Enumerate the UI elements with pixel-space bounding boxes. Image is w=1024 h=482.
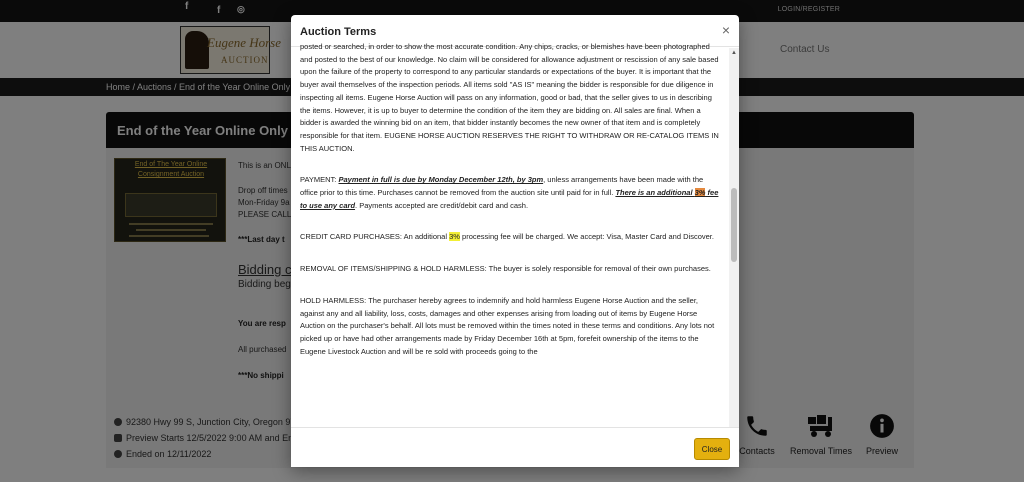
modal-footer xyxy=(291,427,739,467)
payment-prefix: PAYMENT: xyxy=(300,175,339,185)
terms-paragraph-condition: posted or searched, in order to show the most accurate condition. Any chips, cracks, or blemishes have been photographed and posted to the best of our knowledge. No claim will be considered for allowance adjustment or rescission of any sale based upon the failure of the property to correspond to any particular standards or expectations of the buyer. It is important that the buyer avail themselves of the inspection periods. All items sold "AS IS" meaning the bidder is responsible for due diligence in inspecting all items. Eugene Horse Auction will pass on any information, good or bad, that the seller gives to us in describing the items. However, it is up to buyer to determine the condition of the item they are bidding on. All sales are final. When a bidder is awarded the winning bid on an item, that bidder instantly becomes the new owner of that item and is completely responsible for that item. EUGENE HORSE AUCTION RESERVES THE RIGHT TO WITHDRAW OR RE-CATALOG ITEMS IN THIS AUCTION. xyxy=(300,42,719,153)
cc-percent: 3% xyxy=(449,232,460,242)
payment-fee-b: fee to use any card xyxy=(300,188,719,210)
cc-text-a: CREDIT CARD PURCHASES: An additional xyxy=(300,232,450,242)
payment-end-text: . Payments accepted are credit/debit card and cash. xyxy=(355,200,529,210)
payment-due-text: Payment in full is due by Monday December 12th, by 3pm xyxy=(338,175,544,185)
terms-paragraph-removal: REMOVAL OF ITEMS/SHIPPING & HOLD HARMLESS: The buyer is solely responsible for removal of their own purchases. xyxy=(300,264,711,274)
payment-fee-a: There is an additional xyxy=(615,188,695,198)
auction-terms-modal xyxy=(291,15,739,467)
modal-scrollbar[interactable] xyxy=(729,48,739,437)
scroll-up-arrow-icon[interactable]: ▲ xyxy=(731,50,737,56)
cc-text-b: processing fee will be charged. We accept: Visa, Master Card and Discover. xyxy=(459,232,714,242)
scrollbar-thumb[interactable] xyxy=(731,188,737,262)
payment-fee-percent: 3% xyxy=(694,188,706,198)
terms-paragraph-payment xyxy=(300,174,720,212)
close-icon[interactable]: × xyxy=(721,22,730,38)
modal-title: Auction Terms xyxy=(300,26,377,38)
modal-body[interactable] xyxy=(291,42,739,437)
close-button[interactable]: Close xyxy=(694,438,730,460)
terms-paragraph-hold-harmless: HOLD HARMLESS: The purchaser hereby agrees to indemnify and hold harmless Eugene Horse Auction and the seller, against any and all liability, loss, costs, damages and other expenses arising from loading out of items by Eugene Horse Auction on the purchaser's behalf. All lots must be removed within the times noted in these terms and conditions. Any lots not picked up or have had other arrangements made by Friday December 16th at 5pm, forefeit ownership of the items to the Eugene Livestock Auction and will be re sold with proceeds going to the xyxy=(300,295,715,356)
terms-text xyxy=(300,41,720,377)
payment-mid-text: , unless arrangements have been made with the office prior to this time. Purchases cannot be removed from the auction site until paid for in full. xyxy=(300,175,704,198)
terms-paragraph-credit-card xyxy=(300,231,720,244)
